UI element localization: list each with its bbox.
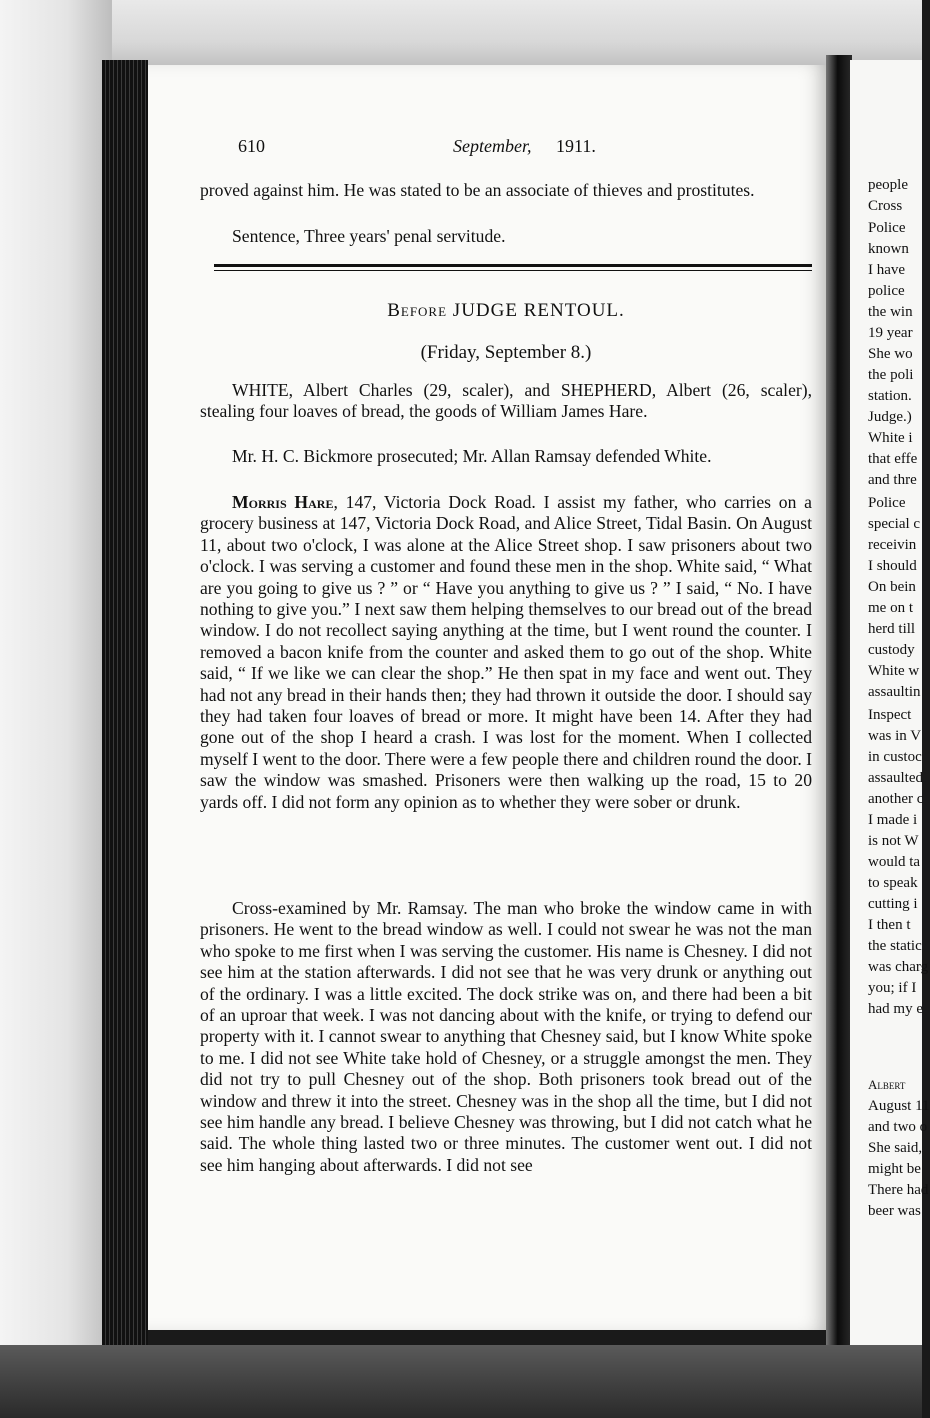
right-page-line: I have [868,262,906,278]
right-page-line: cutting i [868,896,918,912]
right-page-line: Albert [868,1077,906,1092]
right-page-line: people [868,177,908,193]
right-page-line: receivin [868,537,917,553]
page-number: 610 [238,136,265,156]
right-page-line: custody [868,642,915,658]
right-page-line: She said, [868,1140,923,1156]
right-page-line: and thre [868,472,917,488]
right-page-line: is not W [868,833,919,849]
right-page-line: Cross [868,198,903,214]
right-page-line: I made i [868,812,918,828]
right-page-line: was charg [868,959,929,975]
right-page-line: was in V [868,728,922,744]
counsel-line: Mr. H. C. Bickmore prosecuted; Mr. Allan Ramsay defended White. [232,446,712,466]
section-divider-thick [214,264,812,267]
right-page-line: to speak [868,875,918,891]
right-page-line: in custoc [868,749,922,765]
right-page-line: known [868,241,909,257]
right-page-line: On bein [868,579,916,595]
right-page-line: the static [868,938,922,954]
running-head-year: 1911. [556,136,596,156]
right-page-line: special c [868,516,921,532]
case-intro: WHITE, Albert Charles (29, scaler), and SHEPHERD, Albert (26, scaler), stealing four loaves of bread, the goods of William James Hare. [200,380,812,422]
right-page-line: She wo [868,346,913,362]
book-page-edges [102,60,148,1350]
right-page-line: station. [868,388,912,404]
previous-case-text: proved against him. He was stated to be an associate of thieves and prostitutes. [200,180,755,200]
witness-name: Morris Hare [232,492,334,512]
right-page-line: you; if I [868,980,917,996]
right-page-line: assaulted [868,770,923,786]
right-page-line: I then t [868,917,911,933]
right-page-line: There had [868,1182,929,1198]
right-page-line: the win [868,304,913,320]
book-gutter [826,55,852,1355]
right-page-line: Police [868,495,906,511]
right-page-line: the poli [868,367,914,383]
right-page-line: Judge.) [868,409,912,425]
section-divider-thin [214,270,812,271]
right-page-line: I should [868,558,917,574]
right-page-line: assaultin [868,684,921,700]
right-page-line: herd till [868,621,916,637]
right-page-line: had my e [868,1001,923,1017]
scan-bottom-margin [0,1345,922,1418]
right-page-line: another c [868,791,924,807]
court-heading [200,300,812,322]
date-heading: (Friday, September 8.) [420,342,592,363]
running-head-month: September, [453,136,532,156]
witness-testimony-text: , 147, Victoria Dock Road. I assist my father, who carries on a grocery business at 147, Victoria Dock Road, and Alice Street, Tidal Basin. On August 11, about two o'clock, I was alone at the Alice Street shop. I saw prisoners about two o'clock. I was serving a customer and found these men in the shop. White said, “ What are you going to give us ? ” or “ Have you anything to give us ? ” I said, “ No. I have nothing to give you.” I next saw them helping themselves to our bread out of the bread window. I do not recollect saying anything at the time, but I went round the counter. I removed a bacon knife from the counter and asked them to go out of the shop. White said, “ If we like we can clear the shop.” He then spat in my face and went out. They had not any bread in their hands then; they had thrown it outside the door. I should say they had taken four loaves of bread or more. It might have been 14. After they had gone out of the shop I heard a crash. I was lost for the moment. When I collected myself I went to the door. There were a few people there and children round the door. I saw the window was smashed. Prisoners were then walking up the road, 15 to 20 yards off. I did not form any opinion as to whether they were sober or drunk. [200,492,812,812]
right-page-line: beer was [868,1203,921,1219]
scan-left-margin [0,0,112,1418]
right-page-line: would ta [868,854,921,870]
right-page-line: police [868,283,905,299]
right-page-line: me on t [868,600,913,616]
court-judge-name: JUDGE RENTOUL. [452,300,625,321]
witness-testimony [200,492,812,813]
right-page-line: White w [868,663,920,679]
cross-examination: Cross-examined by Mr. Ramsay. The man who broke the window came in with prisoners. He went to the bread window as well. I could not swear he was not the man who spoke to me first when I was serving the customer. His name is Chesney. I did not see him at the station afterwards. I did not see that he was very drunk or anything out of the ordinary. I was a little excited. The dock strike was on, and there had been a bit of an uproar that week. I was not dancing about with the knife, or trying to defend our property with it. I cannot swear to anything that Chesney said, but I know White spoke to me. I did not see White take hold of Chesney, or a struggle amongst the men. They did not try to pull Chesney out of the shop. Both prisoners took bread out of the window and threw it into the street. Chesney was in the shop all the time, but I did not see him handle any bread. I believe Chesney was throwing, but I did not catch what he said. The whole thing lasted two or three minutes. The customer went out. I did not see him hanging about afterwards. I did not see [200,898,812,1175]
right-page-line: might be [868,1161,921,1177]
right-page-line: and two o [868,1119,928,1135]
right-page-line: that effe [868,451,918,467]
right-page-line: August 11 [868,1098,930,1114]
right-page-line: Police [868,220,906,236]
right-page-line: White i [868,430,913,446]
right-page-line: Inspect [868,707,912,723]
right-page-line: 19 year [868,325,913,341]
running-header [238,136,618,162]
court-before-word: Before [387,300,448,321]
previous-case-sentence: Sentence, Three years' penal servitude. [232,226,506,246]
